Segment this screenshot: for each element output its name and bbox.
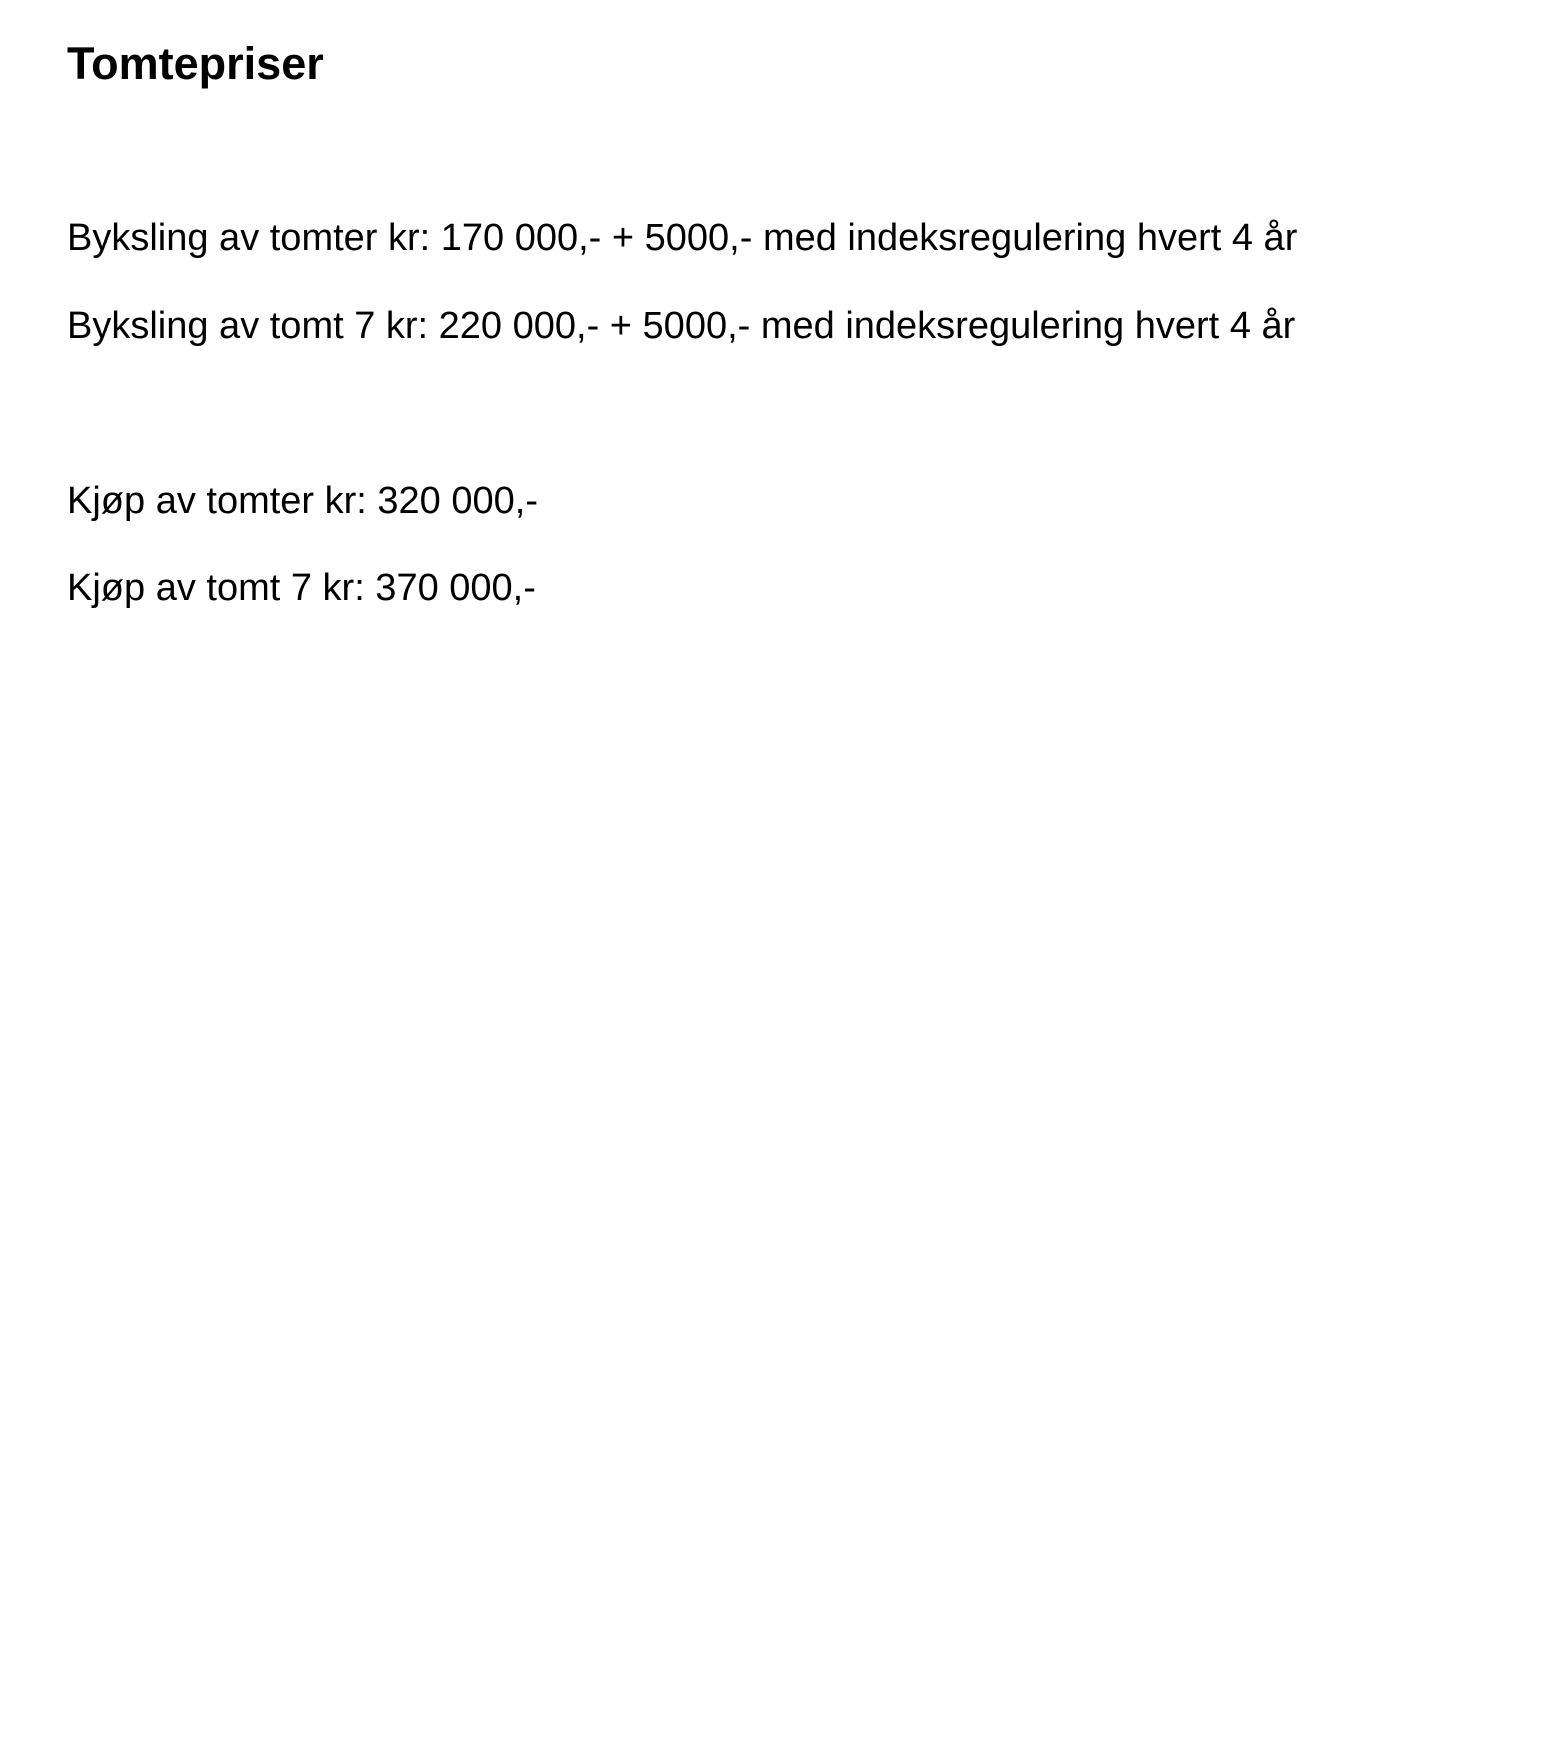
kjop-tomt-7-price: Kjøp av tomt 7 kr: 370 000,- [67, 567, 536, 609]
byksling-tomter-price: Byksling av tomter kr: 170 000,- + 5000,- med indeksregulering hvert 4 år [67, 217, 1298, 259]
byksling-tomt-7-price: Byksling av tomt 7 kr: 220 000,- + 5000,- med indeksregulering hvert 4 år [67, 305, 1296, 347]
page-title: Tomtepriser [67, 38, 324, 89]
kjop-tomter-price: Kjøp av tomter kr: 320 000,- [67, 480, 538, 522]
